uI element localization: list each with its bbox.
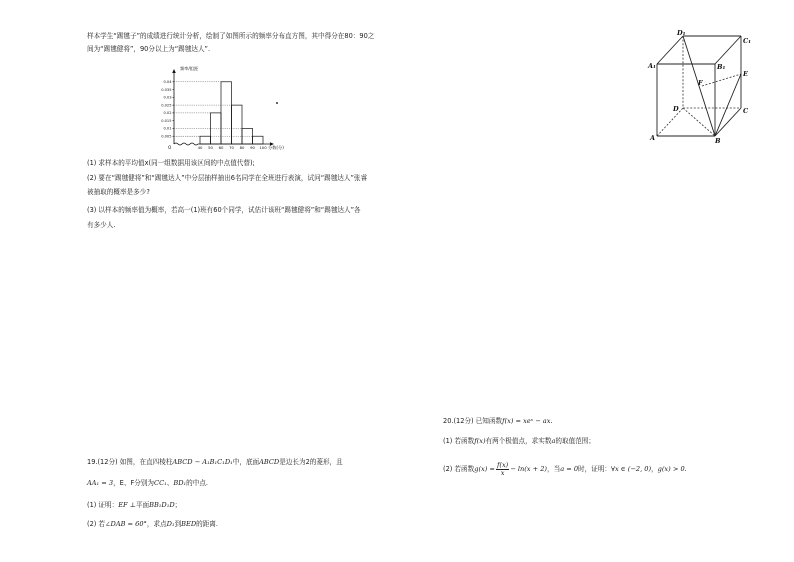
q19-line2 (87, 479, 208, 487)
q20-part2-text-f: 时，证明： (578, 465, 612, 473)
q19-point-d1: D₁ (166, 520, 175, 528)
x-tick-label: 100 (259, 145, 267, 150)
label-A1: A₁ (648, 62, 656, 70)
x-tick-label: 80 (239, 145, 245, 150)
q20-fraction (496, 462, 509, 477)
q18-intro-line2: 间为“踢毽健将”，90分以上为“踢毽达人”. (87, 45, 211, 53)
q19-cc1: CC₁ (154, 479, 167, 487)
x-tick-label: 90 (250, 145, 255, 150)
x-tick-label: 70 (229, 145, 234, 150)
q20-function-def: f(x) = xeˣ − ax (502, 417, 551, 425)
q19-angle: ∠DAB = 60° (105, 520, 147, 528)
chart-xlabel: 分数(分) (268, 145, 284, 150)
q20-part2 (443, 460, 687, 478)
q19-ef-perp: EF ⊥ (118, 501, 136, 509)
histogram-bar (253, 136, 264, 144)
edge-BC (715, 108, 741, 136)
q20-part1-text-e: 的取值范围； (555, 437, 595, 445)
q19-part1-text-e: ； (174, 501, 182, 509)
label-D1: D₁ (677, 29, 686, 37)
y-axis-arrow (172, 69, 176, 73)
q20-part2-text-d: ，当 (547, 465, 561, 473)
y-tick-label: 0.005 (161, 134, 172, 139)
q19-prism-name: ABCD − A₁B₁C₁D₁ (172, 458, 233, 466)
q20-part2-text-j: . (684, 465, 687, 473)
q20-part1 (443, 437, 595, 445)
q19-line1 (87, 458, 343, 466)
q20-ln-term: − ln(x + 2) (510, 465, 548, 473)
q20-fraction-denominator: x (500, 468, 505, 477)
q20-part1-text-c: 有两个极值点，求实数 (485, 437, 552, 445)
edge-A1D1 (657, 36, 683, 64)
chart-ylabel: 频率/组距 (180, 66, 199, 71)
edge-B1C1 (715, 36, 741, 64)
q19-line1-text-c: 中，底面 (232, 458, 260, 466)
q19-part1 (87, 501, 181, 509)
edge-AD (657, 108, 683, 136)
segment-FE (702, 74, 741, 86)
stray-dot (276, 102, 278, 104)
q19-line2-text-f: 的中点. (186, 479, 209, 487)
y-tick-label: 0.035 (161, 87, 172, 92)
label-A: A (650, 134, 656, 142)
q19-line1-text-e: 是边长为2的菱形，且 (279, 458, 343, 466)
q20-part2-text-a: (2) 若函数 (443, 465, 475, 473)
label-F: F (698, 79, 703, 87)
y-tick-label: 0.03 (163, 95, 172, 100)
histogram-bar (221, 82, 232, 144)
q18-intro-line1: 样本学生“踢毽子”的成绩进行统计分析，绘制了如图所示的频率分布直方图，其中得分在80：90之 (87, 32, 375, 40)
prism-figure (646, 28, 766, 146)
y-tick-label: 0.02 (163, 111, 172, 116)
q20-fx: f(x) (474, 437, 486, 445)
q19-part1-text-c: 平面 (135, 501, 150, 509)
q20-part2-text-h: ， (651, 465, 658, 473)
x-tick-label: 40 (197, 145, 203, 150)
q20-part1-text-a: (1) 若函数 (443, 437, 475, 445)
histogram-bar (200, 136, 211, 144)
q18-part3-line2: 有多少人. (87, 221, 116, 229)
q20-line1-text-a: 20.(12分) 已知函数 (443, 417, 503, 425)
q19-part2-text-c: ，求点 (146, 520, 167, 528)
label-E: E (743, 70, 748, 78)
q18-part1: (1) 求样本的平均值x(同一组数据用该区间的中点值代替); (87, 159, 255, 167)
y-tick-label: 0.015 (161, 118, 172, 123)
q19-aa1-value: AA₁ = 3 (87, 479, 114, 487)
q18-part2-line1: (2) 要在“踢毽健将”和“踢毽达人”中分层抽样抽出6名同学在全班进行表演，试问“踢毽达人”张睿 (87, 174, 368, 182)
q19-line1-text-a: 19.(12分) 如图，在直四棱柱 (87, 458, 173, 466)
q20-gx-lhs: g(x) = (474, 465, 495, 473)
histogram-chart (140, 58, 300, 158)
q19-line2-text-d: 、 (166, 479, 174, 487)
q20-param-a: a (551, 437, 556, 445)
chart-origin-label: O (168, 145, 172, 150)
x-tick-label: 60 (218, 145, 224, 150)
q19-part2-text-g: 的距离. (196, 520, 219, 528)
segment-BE (715, 74, 741, 136)
q19-plane-name: BB₁D₁D (149, 501, 175, 509)
q19-part2-text-a: (2) 若 (87, 520, 106, 528)
q19-part1-text-a: (1) 证明： (87, 501, 119, 509)
label-C1: C₁ (743, 37, 752, 45)
q18-part3-line1: (3) 以样本的频率值为概率，若高一(1)班有60个同学，试估计该班“踢毽健将”和“踢毽达人”各 (87, 206, 361, 214)
label-D: D (673, 105, 679, 113)
label-C: C (743, 107, 749, 115)
q19-line2-text-b: ，E、F分别为 (113, 479, 155, 487)
label-B1: B₁ (717, 63, 726, 71)
q20-line1-text-c: . (550, 417, 553, 425)
q19-bd1: BD₁ (173, 479, 187, 487)
y-tick-label: 0.01 (163, 126, 172, 131)
q20-line1 (443, 417, 553, 425)
label-B: B (715, 137, 721, 145)
q20-a-zero: a = 0 (560, 465, 579, 473)
y-tick-label: 0.025 (161, 103, 172, 108)
q19-part2-text-e: 到 (174, 520, 182, 528)
q20-fraction-numerator: f(x) (496, 460, 509, 469)
q19-base-name: ABCD (259, 458, 280, 466)
q19-plane-bed: BED (181, 520, 197, 528)
q20-domain: ∀x ∈ (−2, 0) (611, 465, 652, 473)
histogram-plot (161, 69, 274, 150)
histogram-bar (232, 105, 243, 144)
q18-part2-line2: 被抽取的概率是多少? (87, 188, 150, 196)
x-tick-label: 50 (208, 145, 213, 150)
y-tick-label: 0.04 (163, 80, 172, 85)
q19-part2 (87, 520, 218, 528)
q20-inequality: g(x) > 0 (657, 465, 685, 473)
